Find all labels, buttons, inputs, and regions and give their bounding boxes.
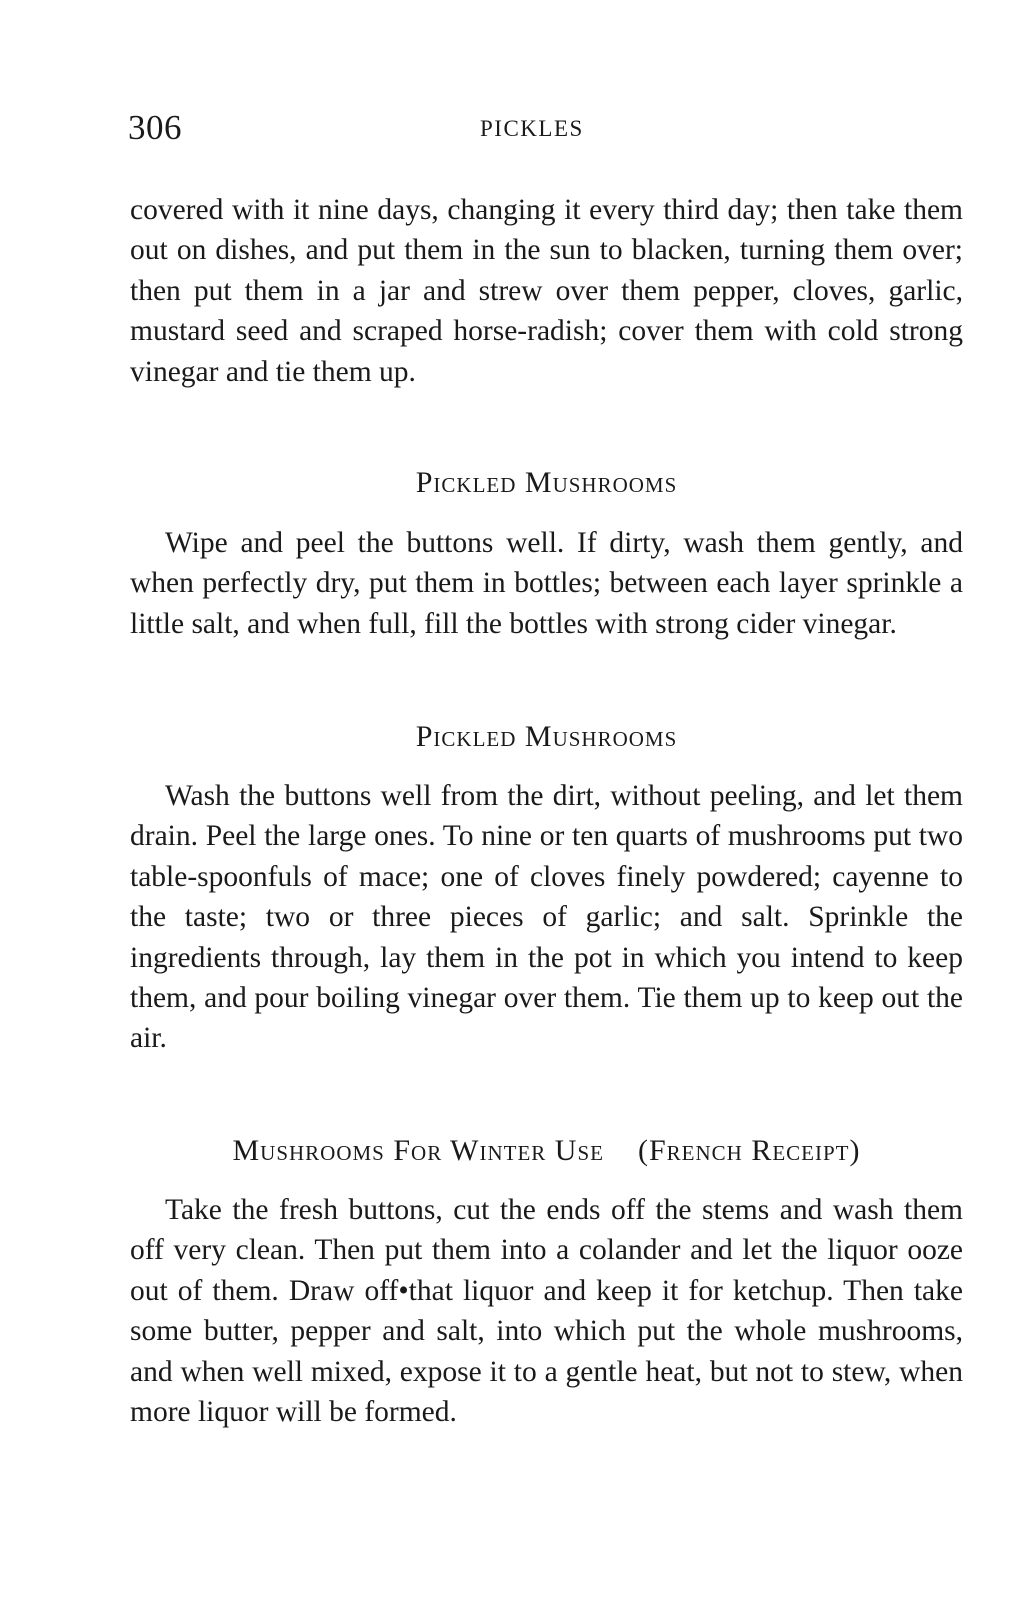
recipe-2-block [130, 776, 963, 1059]
intro-paragraph: covered with it nine days, changing it every third day; then take them out on dishes, and put them in the sun to blacken, turning them over; then put them in a jar and strew over them pepper, cloves, garlic, mustard seed and scraped horse-radish; cover them with cold strong vinegar and tie them up. [130, 194, 963, 388]
recipe-1-title: Pickled Mushrooms [415, 466, 678, 499]
recipe-3-block [130, 1190, 963, 1432]
recipe-1-block [130, 523, 963, 644]
recipe-2-body: Wash the buttons well from the dirt, without peeling, and let them drain. Peel the large ones. To nine or ten quarts of mushrooms put two table-spoonfuls of mace; one of cloves finely powdered; cayenne to the taste; two or three pieces of garlic; and salt. Sprinkle the ingredients through, lay them in the pot in which you intend to keep them, and pour boiling vinegar over them. Tie them up to keep out the air. [130, 780, 963, 1055]
running-title: PICKLES [480, 116, 584, 141]
recipe-3-heading [130, 1131, 963, 1171]
intro-paragraph-block [130, 190, 963, 392]
recipe-2-title: Pickled Mushrooms [415, 720, 678, 753]
recipe-3-title: Mushrooms For Winter Use [232, 1134, 604, 1167]
page-number: 306 [128, 108, 182, 147]
recipe-1-body: Wipe and peel the buttons well. If dirty, wash them gently, and when perfectly dry, put them in bottles; between each layer sprinkle a little salt, and when full, fill the bottles with strong cider vinegar. [130, 527, 963, 640]
recipe-3-body: Take the fresh buttons, cut the ends off the stems and wash them off very clean. Then put them into a colander and let the liquor ooze out of them. Draw off•that liquor and keep it for ketchup. Then take some butter, pepper and salt, into which put the whole mushrooms, and when well mixed, expose it to a gentle heat, but not to stew, when more liquor will be formed. [130, 1194, 963, 1429]
running-head [128, 106, 963, 150]
recipe-3-subtitle: (French Receipt) [637, 1134, 861, 1167]
